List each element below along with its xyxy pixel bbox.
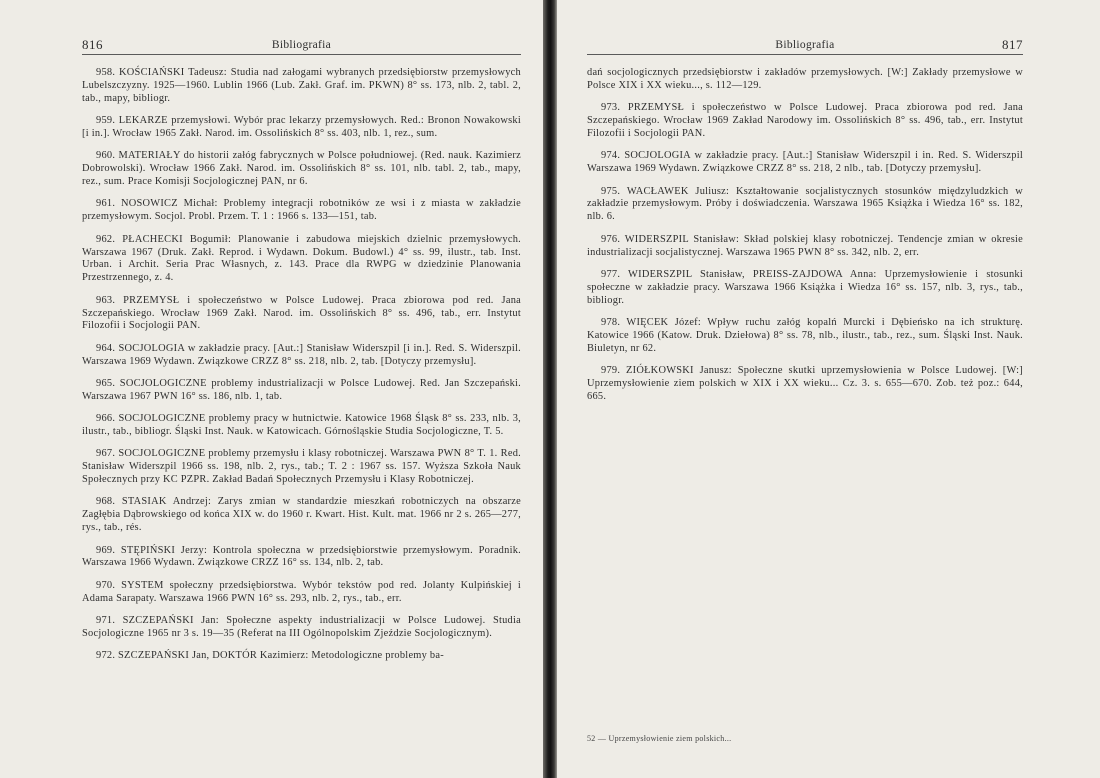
book-gutter — [543, 0, 557, 778]
right-page-header — [587, 34, 1023, 55]
left-page-number: 816 — [82, 37, 103, 52]
right-bibliography-entries — [587, 67, 1023, 404]
right-page — [557, 0, 1100, 778]
bibliography-entry: 959. LEKARZE przemysłowi. Wybór prac lekarzy przemysłowych. Red.: Bronon Nowakowski [i in.]. Wrocław 1965 Zakł. Narod. im. Ossolińskich 8° ss. 403, nlb. 1, rez., sum. — [82, 115, 521, 140]
bibliography-entry: 964. SOCJOLOGIA w zakładzie pracy. [Aut.:] Stanisław Widerszpil [i in.]. Red. S. Widerszpil. Warszawa 1969 Wydawn. Związkowe CRZZ 8° ss. 218, nlb. 2, tab. [Dotyczy przemysłu]. — [82, 342, 521, 367]
bibliography-entry: 963. PRZEMYSŁ i społeczeństwo w Polsce Ludowej. Praca zbiorowa pod red. Jana Szczepańskiego. Wrocław 1969 Zakł. Narod. im. Ossolińskich 8° ss. 496, tab., err. Instytut Filozofii i Socjologii PAN. — [82, 294, 521, 332]
bibliography-entry: 962. PŁACHECKI Bogumił: Planowanie i zabudowa miejskich dzielnic przemysłowych. Warszawa 1967 (Druk. Zakł. Reprod. i Wydawn. Dokum. Budowl.) 4° ss. 99, ilustr., tab. Inst. Urban. i Archit. Seria Prac Własnych, z. 143. Prace dla RWPG w dziedzinie Planowania Przestrzennego, z. 4. — [82, 233, 521, 284]
bibliography-entry: 966. SOCJOLOGICZNE problemy pracy w hutnictwie. Katowice 1968 Śląsk 8° ss. 233, nlb. 3, ilustr., tab., bibliogr. Śląski Inst. Nauk. w Katowicach. Górnośląskie Studia Socjologiczne, T. 5. — [82, 413, 521, 438]
bibliography-entry: 960. MATERIAŁY do historii załóg fabrycznych w Polsce południowej. (Red. nauk. Kazimierz Dobrowolski). Wrocław 1966 Zakł. Narod. im. Ossolińskich 8° ss. 101, nlb. tabl. 2, tab., mapy, rez., sum. Prace Komisji Socjologicznej PAN, nr 6. — [82, 150, 521, 188]
bibliography-entry: 965. SOCJOLOGICZNE problemy industrializacji w Polsce Ludowej. Red. Jan Szczepański. Warszawa 1967 PWN 16° ss. 186, nlb. 1, tab. — [82, 377, 521, 402]
bibliography-entry: 976. WIDERSZPIL Stanisław: Skład polskiej klasy robotniczej. Tendencje zmian w okresie industrializacji socjalistycznej. Warszawa 1965 PWN 8° ss. 342, nlb. 2, err. — [587, 233, 1023, 258]
left-bibliography-entries — [82, 67, 521, 663]
right-page-number: 817 — [1002, 37, 1023, 52]
left-page-header — [82, 34, 521, 55]
right-running-title: Bibliografia — [775, 39, 835, 51]
bibliography-entry: 970. SYSTEM społeczny przedsiębiorstwa. Wybór tekstów pod red. Jolanty Kulpińskiej i Adama Sarapaty. Warszawa 1966 PWN 16° ss. 293, nlb. 2, rys., tab., err. — [82, 579, 521, 604]
bibliography-entry: 974. SOCJOLOGIA w zakładzie pracy. [Aut.:] Stanisław Widerszpil i in. Red. S. Widerszpil Warszawa 1969 Wydawn. Związkowe CRZZ 8° ss. 218, 2 nlb., tab. [Dotyczy przemysłu]. — [587, 150, 1023, 175]
bibliography-entry: 969. STĘPIŃSKI Jerzy: Kontrola społeczna w przedsiębiorstwie przemysłowym. Poradnik. Warszawa 1966 Wydawn. Związkowe CRZZ 16° ss. 134, nlb. 2, tab. — [82, 544, 521, 569]
bibliography-entry: 972. SZCZEPAŃSKI Jan, DOKTÓR Kazimierz: Metodologiczne problemy ba- — [96, 650, 444, 662]
bibliography-entry: 961. NOSOWICZ Michał: Problemy integracji robotników ze wsi i z miasta w zakładzie przemysłowym. Socjol. Probl. Przem. T. 1 : 1966 s. 133—151, tab. — [82, 198, 521, 223]
bibliography-entry: 971. SZCZEPAŃSKI Jan: Społeczne aspekty industrializacji w Polsce Ludowej. Studia Socjologiczne 1965 nr 3 s. 19—35 (Referat na III Ogólnopolskim Zjeździe Socjologicznym). — [82, 614, 521, 639]
bibliography-entry: 973. PRZEMYSŁ i społeczeństwo w Polsce Ludowej. Praca zbiorowa pod red. Jana Szczepańskiego. Wrocław 1969 Zakład Narodowy im. Ossolińskich 8° ss. 496, tab., err. Instytut Filozofii i Socjologii PAN. — [587, 102, 1023, 140]
bibliography-entry: 975. WACŁAWEK Juliusz: Kształtowanie socjalistycznych stosunków międzyludzkich w zakładzie przemysłowym. Próby i doświadczenia. Warszawa 1965 Książka i Wiedza 16° ss. 182, nlb. 6. — [587, 185, 1023, 223]
bibliography-entry: 968. STASIAK Andrzej: Zarys zmian w standardzie mieszkań robotniczych na obszarze Zagłębia Dąbrowskiego od końca XIX w. do 1960 r. Kwart. Hist. Kult. mat. 1966 nr 2 s. 265—277, rys., tab., rés. — [82, 496, 521, 534]
bibliography-entry: 977. WIDERSZPIL Stanisław, PREISS-ZAJDOWA Anna: Uprzemysłowienie i stosunki społeczne w zakładzie pracy. Warszawa 1966 Książka i Wiedza 16° ss. 157, nlb. 3, rys., tab., bibliogr. — [587, 268, 1023, 306]
bibliography-entry: 978. WIĘCEK Józef: Wpływ ruchu załóg kopalń Murcki i Dębieńsko na ich strukturę. Katowice 1966 (Katow. Druk. Dziełowa) 8° ss. 78, nlb., ilustr., tab., rez., sum. Śląski Inst. Nauk. Biuletyn, nr 62. — [587, 316, 1023, 354]
left-running-title: Bibliografia — [271, 39, 332, 51]
signature-footer: 52 — Uprzemysłowienie ziem polskich... — [587, 734, 732, 743]
bibliography-entry: 958. KOŚCIAŃSKI Tadeusz: Studia nad załogami wybranych przedsiębiorstw przemysłowych Lubelszczyzny. 1925—1960. Lublin 1966 (Lub. Zakł. Graf. im. PKWN) 8° ss. 173, nlb. 2, tabl. 2, tab., mapy, bibliogr. — [82, 67, 521, 104]
bibliography-entry: 967. SOCJOLOGICZNE problemy przemysłu i klasy robotniczej. Warszawa PWN 8° T. 1. Red. Stanisław Widerszpil 1966 ss. 198, nlb. 2, rys., tab.; T. 2 : 1967 ss. 157. Wyższa Szkoła Nauk Społecznych przy KC PZPR. Zakład Badań Społecznych Przemysłu i Klasy Robotniczej. — [82, 448, 521, 486]
left-page — [0, 0, 543, 778]
bibliography-entry: 979. ZIÓŁKOWSKI Janusz: Społeczne skutki uprzemysłowienia w Polsce Ludowej. [W:] Uprzemysłowienie ziem polskich w XIX i XX wieku... Cz. 3. s. 655—670. Zob. też poz.: 644, 665. — [587, 365, 1023, 402]
bibliography-entry-continuation: dań socjologicznych przedsiębiorstw i zakładów przemysłowych. [W:] Zakłady przemysłowe w Polsce XIX i XX wieku..., s. 112—129. — [587, 67, 1023, 91]
